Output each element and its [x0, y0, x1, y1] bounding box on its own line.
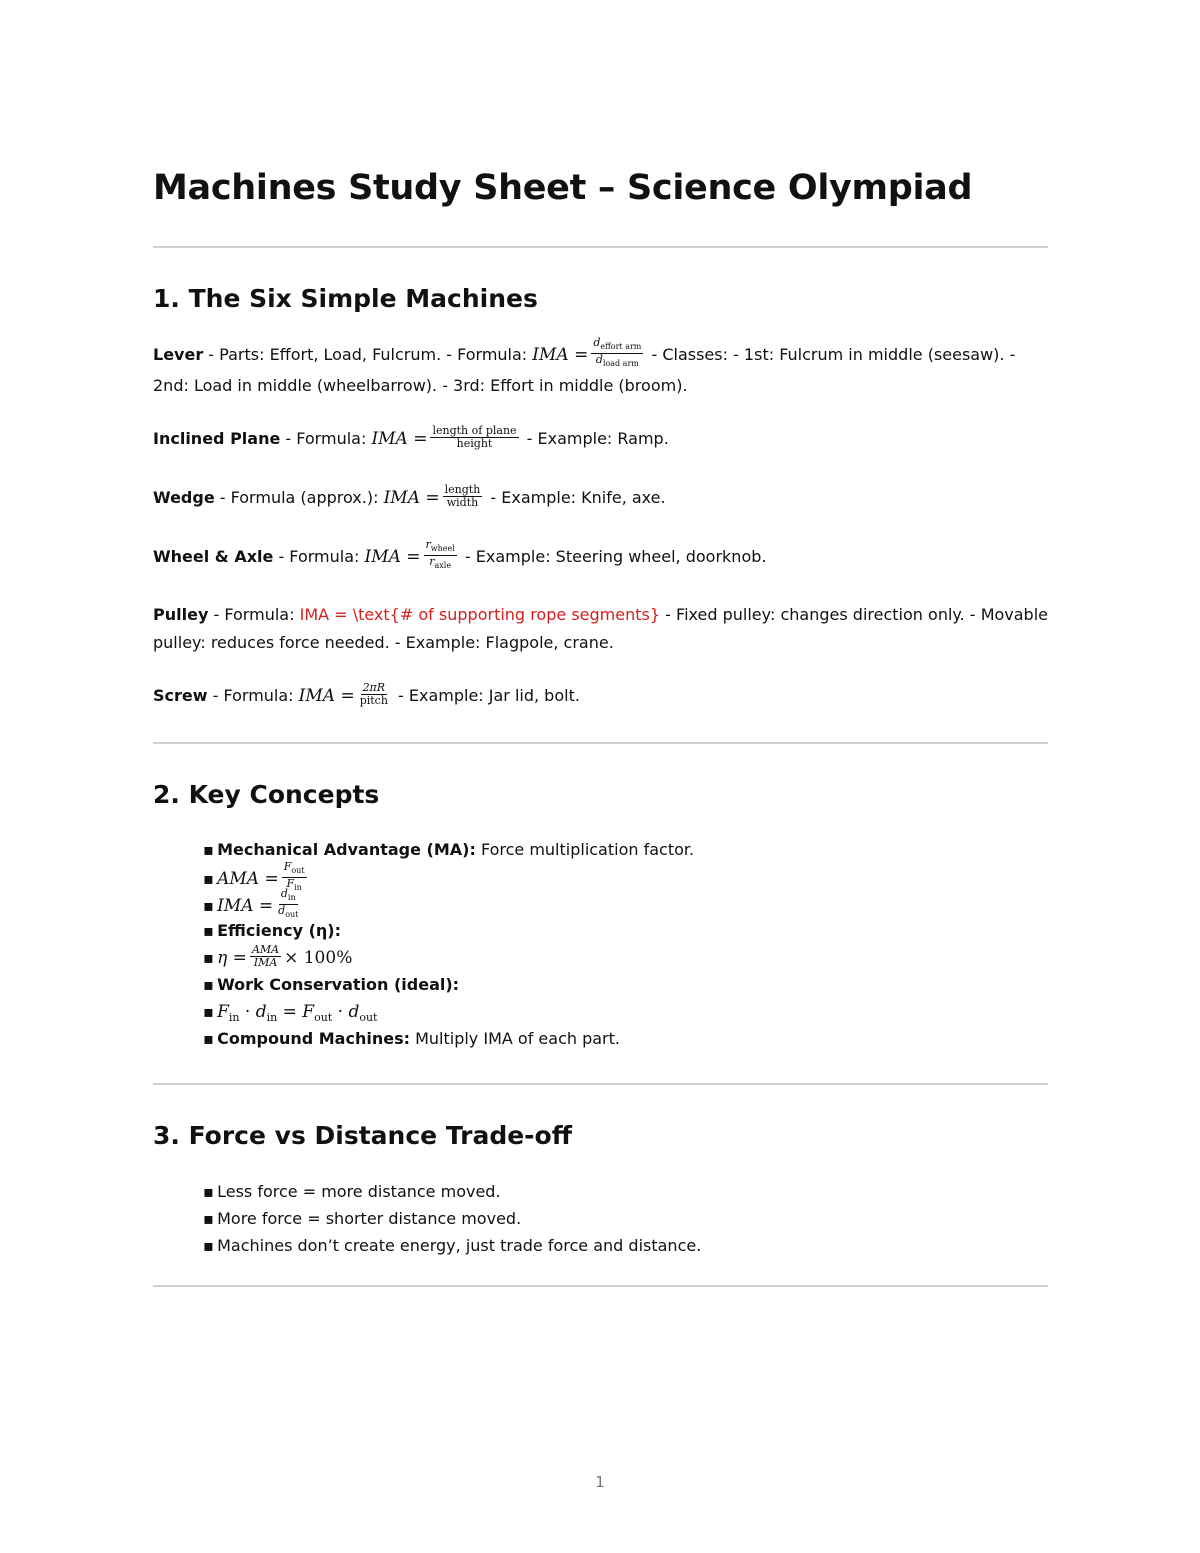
wheel-axle-label: Wheel & Axle — [153, 547, 274, 567]
list-item: ▪ Mechanical Advantage (MA): Force multiplication factor. — [203, 840, 695, 859]
wheel-axle-formula-lhs: IMA = — [364, 547, 421, 568]
wheel-axle-text-b: - Example: Steering wheel, doorknob. — [459, 547, 767, 567]
lever-label: Lever — [153, 345, 204, 365]
inclined-plane-formula-fraction: $\frac{\text{length of plane}}{\text{height}}$ — [432, 424, 517, 450]
key-concepts-list — [203, 836, 694, 1052]
pulley-formula-error: IMA = \text{# of supporting rope segments} — [299, 605, 661, 624]
screw-formula-fraction: $\frac{2\pi R}{\text{pitch}}$ — [359, 681, 388, 707]
wedge-text-a: - Formula (approx.): — [214, 488, 384, 507]
wedge-paragraph — [153, 484, 1048, 512]
wheel-axle-paragraph — [153, 538, 1048, 574]
list-item: ▪ AMA = $\frac{F_{out}}{F_{in}}$ — [203, 860, 305, 893]
trade-off-list — [203, 1178, 701, 1259]
lever-paragraph — [153, 336, 1048, 400]
screw-text-a: - Formula: — [207, 686, 299, 705]
pulley-paragraph — [153, 601, 1048, 657]
wedge-label: Wedge — [153, 488, 215, 507]
lever-formula-fraction: $\frac{d_{effort arm}}{d_{load arm}}$ — [593, 336, 642, 369]
screw-text-b: - Example: Jar lid, bolt. — [392, 686, 580, 705]
inclined-plane-text-b: - Example: Ramp. — [521, 429, 669, 448]
lever-formula-lhs: IMA = — [532, 345, 589, 366]
list-item: ▪ Compound Machines: Multiply IMA of each part. — [203, 1029, 620, 1048]
divider — [153, 1285, 1048, 1287]
section-heading-force-distance: 3. Force vs Distance Trade-off — [153, 1121, 572, 1150]
screw-label: Screw — [153, 686, 208, 705]
inclined-plane-text-a: - Formula: — [280, 429, 372, 448]
lever-text-a: - Parts: Effort, Load, Fulcrum. - Formula: — [203, 345, 533, 365]
pulley-text-a: - Formula: — [208, 605, 300, 624]
page-title: Machines Study Sheet – Science Olympiad — [153, 168, 973, 208]
list-item: ▪ Work Conservation (ideal): — [203, 975, 460, 994]
screw-paragraph — [153, 682, 1048, 710]
pulley-label: Pulley — [153, 605, 209, 624]
wheel-axle-text-a: - Formula: — [273, 547, 365, 567]
inclined-plane-formula-lhs: IMA = — [371, 429, 428, 449]
page-number: 1 — [595, 1473, 605, 1491]
wedge-text-b: - Example: Knife, axe. — [485, 488, 666, 507]
divider — [153, 742, 1048, 744]
section-heading-key-concepts: 2. Key Concepts — [153, 780, 380, 809]
inclined-plane-paragraph — [153, 425, 1048, 453]
lever-text-b: - Classes: - 1st: Fulcrum in middle (seesaw). - 2nd: Load in middle (wheelbarrow). - 3rd: Effort in middle (broom). — [153, 345, 1016, 396]
wedge-formula-fraction: $\frac{\text{length}}{\text{width}}$ — [444, 483, 481, 509]
screw-formula-lhs: IMA = — [298, 686, 355, 706]
divider — [153, 1083, 1048, 1085]
wheel-axle-formula-fraction: $\frac{r_{wheel}}{r_{axle}}$ — [425, 538, 455, 571]
list-item: ▪ Less force = more distance moved. — [203, 1182, 501, 1201]
list-item: ▪ Efficiency (η): — [203, 921, 341, 940]
inclined-plane-label: Inclined Plane — [153, 429, 281, 448]
list-item: ▪ $F_{in} \cdot d_{in} = F_{out} \cdot d_{out}$ — [203, 1002, 378, 1025]
divider — [153, 246, 1048, 248]
section-heading-simple-machines: 1. The Six Simple Machines — [153, 284, 538, 313]
list-item: ▪ More force = shorter distance moved. — [203, 1209, 522, 1228]
pulley-text-b: - Fixed pulley: changes direction only. - Movable pulley: reduces force needed. - Example: Flagpole, crane. — [153, 605, 1048, 652]
list-item: ▪ IMA = $\frac{d_{in}}{d_{out}}$ — [203, 887, 299, 920]
list-item: ▪ η = $\frac{\text{AMA}}{\text{IMA}}$ × 100% — [203, 943, 353, 969]
wedge-formula-lhs: IMA = — [383, 488, 440, 508]
list-item: ▪ Machines don’t create energy, just trade force and distance. — [203, 1236, 702, 1255]
